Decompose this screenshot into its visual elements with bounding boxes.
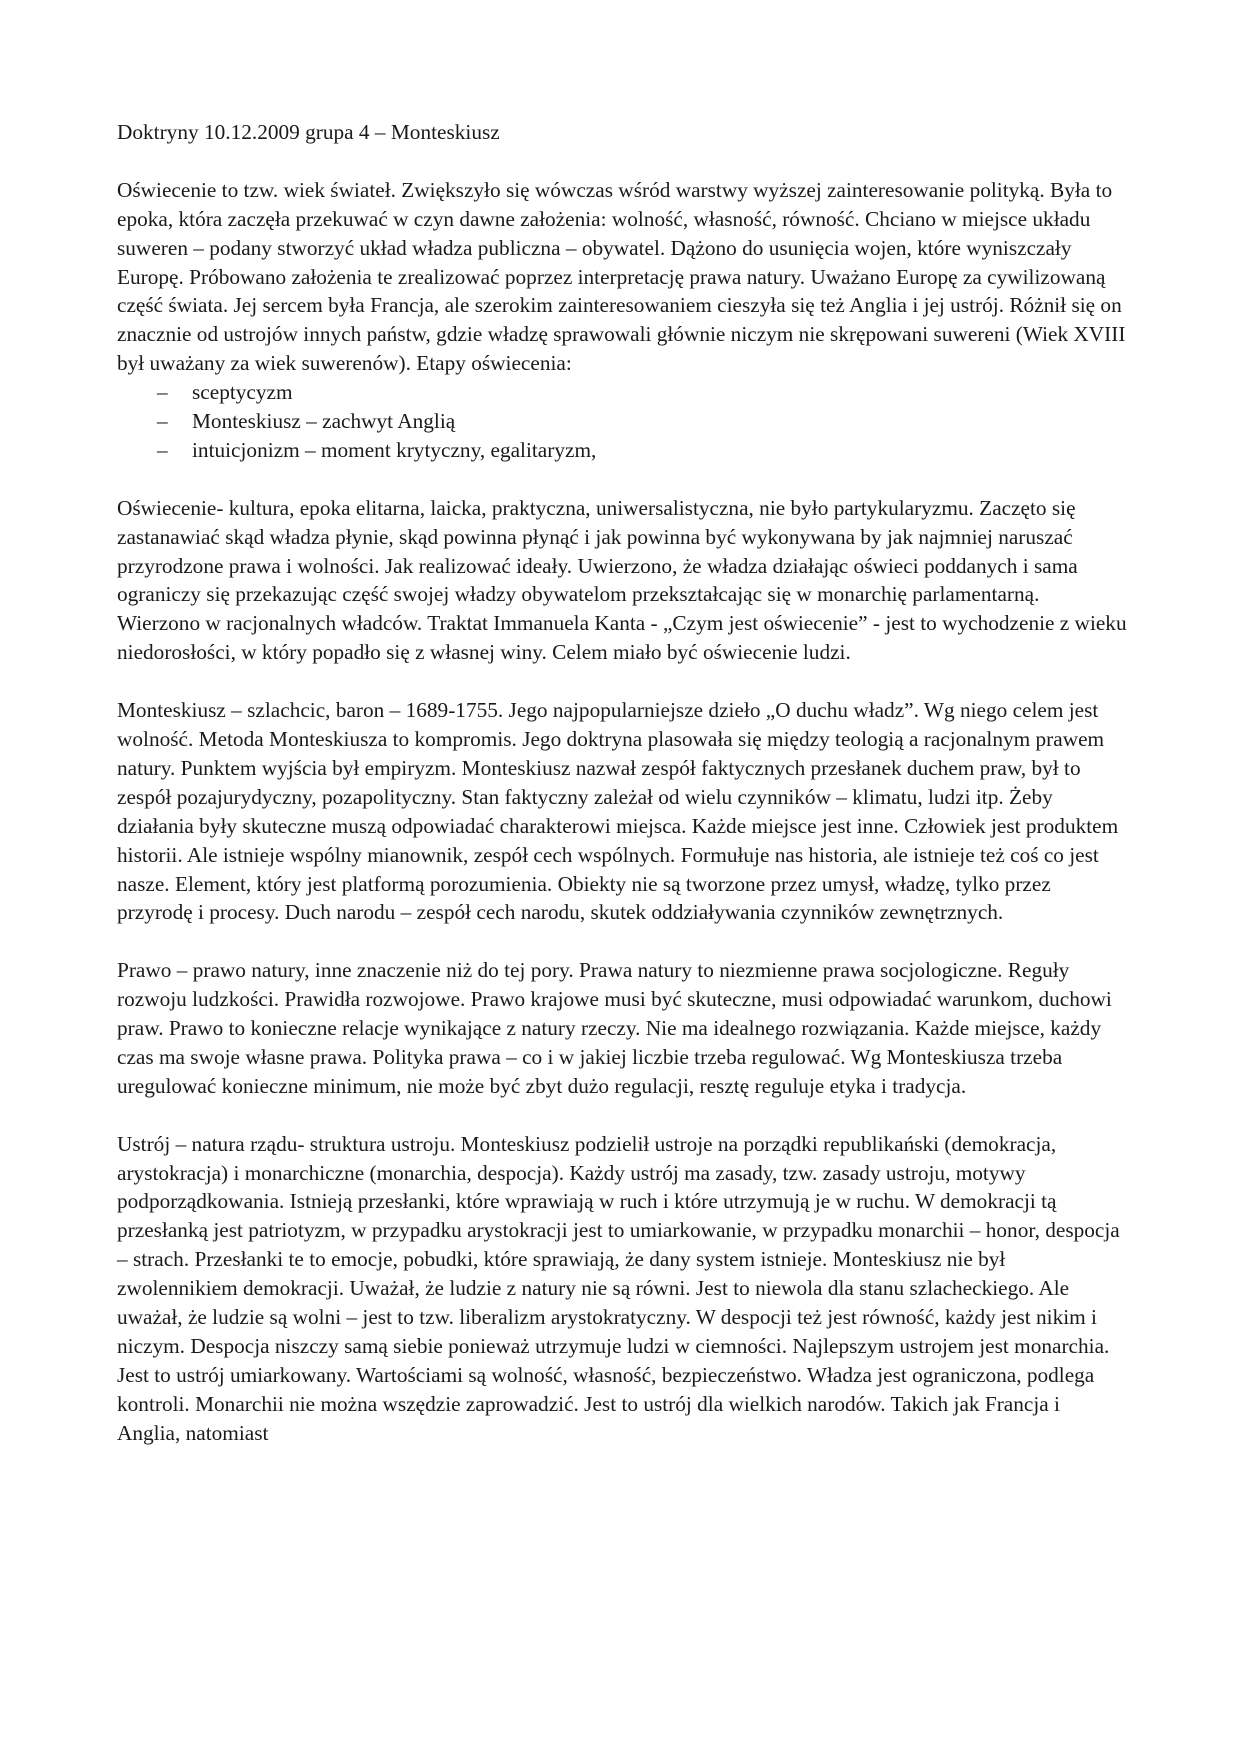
paragraph-prawo: Prawo – prawo natury, inne znaczenie niż do tej pory. Prawa natury to niezmienne prawa socjologiczne. Reguły rozwoju ludzkości. Prawidła rozwojowe. Prawo krajowe musi być skuteczne, musi odpowiadać warunkom, duchowi praw. Prawo to konieczne relacje wynikające z natury rzeczy. Nie ma idealnego rozwiązania. Każde miejsce, każdy czas ma swoje własne prawa. Polityka prawa – co i w jakiej liczbie trzeba regulować. Wg Monteskiusza trzeba uregulować konieczne minimum, nie może być zbyt dużo regulacji, resztę reguluje etyka i tradycja.	[117, 958, 1112, 1098]
document-title: Doktryny 10.12.2009 grupa 4 – Monteskiusz	[117, 120, 500, 144]
dash-bullet: –	[157, 409, 168, 434]
paragraph-monteskiusz: Monteskiusz – szlachcic, baron – 1689-1755. Jego najpopularniejsze dzieło „O duchu władz”. Wg niego celem jest wolność. Metoda Monteskiusza to kompromis. Jego doktryna plasowała się między teologią a racjonalnym prawem natury. Punktem wyjścia był empiryzm. Monteskiusz nazwał zespół faktycznych przesłanek duchem praw, był to zespół pozajurydyczny, pozapolityczny. Stan faktyczny zależał od wielu czynników – klimatu, ludzi itp. Żeby działania były skuteczne muszą odpowiadać charakterowi miejsca. Każde miejsce jest inne. Człowiek jest produktem historii. Ale istnieje wspólny mianownik, zespół cech wspólnych. Formułuje nas historia, ale istnieje też coś co jest nasze. Element, który jest platformą porozumienia. Obiekty nie są tworzone przez umysł, władzę, tylko przez przyrodę i procesy. Duch narodu – zespół cech narodu, skutek oddziaływania czynników zewnętrznych.	[117, 698, 1119, 925]
list-item-text: intuicjonizm – moment krytyczny, egalitaryzm,	[192, 437, 597, 462]
paragraph-enlightenment-culture: Oświecenie- kultura, epoka elitarna, laicka, praktyczna, uniwersalistyczna, nie było partykularyzmu. Zaczęto się zastanawiać skąd władza płynie, skąd powinna płynąć i jak powinna być wykonywana by jak najmniej naruszać przyrodzone prawa i wolności. Jak realizować ideały. Uwierzono, że władza działając oświeci poddanych i sama ograniczy się przekazując część swojej władzy obywatelom przekształcając się w monarchię parlamentarną. Wierzono w racjonalnych władców. Traktat Immanuela Kanta - „Czym jest oświecenie” - jest to wychodzenie z wieku niedorosłości, w który popadło się z własnej winy. Celem miało być oświecenie ludzi.	[117, 495, 1127, 665]
list-item	[117, 378, 1127, 407]
dash-bullet: –	[157, 437, 168, 462]
list-item	[117, 436, 1127, 465]
paragraph-ustroj: Ustrój – natura rządu- struktura ustroju. Monteskiusz podzielił ustroje na porządki republikański (demokracja, arystokracja) i monarchiczne (monarchia, despocja). Każdy ustrój ma zasady, tzw. zasady ustroju, motywy podporządkowania. Istnieją przesłanki, które wprawiają w ruch i które utrzymują je w ruchu. W demokracji tą przesłanką jest patriotyzm, w przypadku arystokracji jest to umiarkowanie, w przypadku monarchii – honor, despocja – strach. Przesłanki te to emocje, pobudki, które sprawiają, że dany system istnieje. Monteskiusz nie był zwolennikiem demokracji. Uważał, że ludzie z natury nie są równi. Jest to niewola dla stanu szlacheckiego. Ale uważał, że ludzie są wolni – jest to tzw. liberalizm arystokratyczny. W despocji też jest równość, każdy jest nikim i niczym. Despocja niszczy samą siebie ponieważ utrzymuje ludzi w ciemności. Najlepszym ustrojem jest monarchia. Jest to ustrój umiarkowany. Wartościami są wolność, własność, bezpieczeństwo. Władza jest ograniczona, podlega kontroli. Monarchii nie można wszędzie zaprowadzić. Jest to ustrój dla wielkich narodów. Takich jak Francja i Anglia, natomiast	[117, 1131, 1120, 1445]
list-item	[117, 407, 1127, 436]
list-item-text: Monteskiusz – zachwyt Anglią	[192, 409, 456, 434]
list-item-text: sceptycyzm	[192, 380, 293, 405]
enlightenment-stages-list	[117, 378, 1127, 465]
document-page	[117, 118, 1127, 1448]
dash-bullet: –	[157, 380, 168, 405]
paragraph-enlightenment-intro: Oświecenie to tzw. wiek świateł. Zwiększyło się wówczas wśród warstwy wyższej zainteresowanie polityką. Była to epoka, która zaczęła przekuwać w czyn dawne założenia: wolność, własność, równość. Chciano w miejsce układu suweren – podany stworzyć układ władza publiczna – obywatel. Dążono do usunięcia wojen, które wyniszczały Europę. Próbowano założenia te zrealizować poprzez interpretację prawa natury. Uważano Europę za cywilizowaną część świata. Jej sercem była Francja, ale szerokim zainteresowaniem cieszyła się też Anglia i jej ustrój. Różnił się on znacznie od ustrojów innych państw, gdzie władzę sprawowali głównie niczym nie skrępowani suwereni (Wiek XVIII był uważany za wiek suwerenów). Etapy oświecenia:	[117, 177, 1126, 376]
